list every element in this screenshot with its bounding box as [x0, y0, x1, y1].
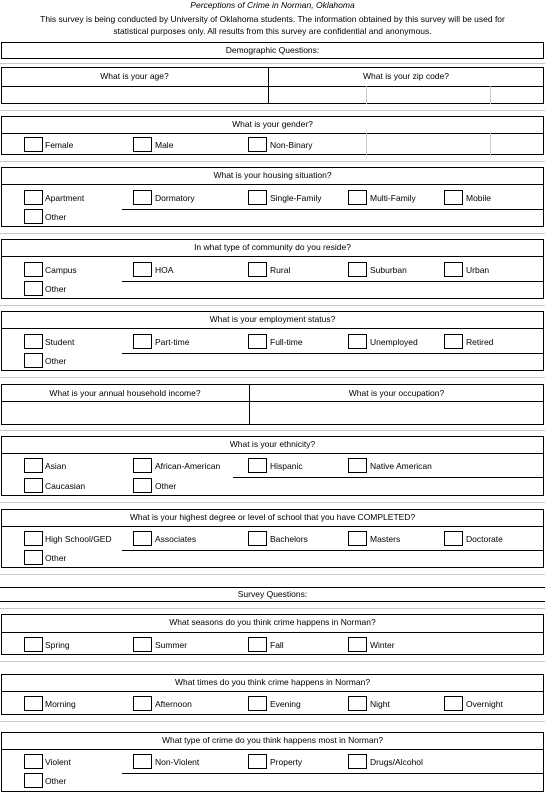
time-afternoon-label: Afternoon [155, 699, 192, 709]
ethnicity-african-american-label: African-American [155, 461, 221, 471]
employment-part-time-label: Part-time [155, 337, 190, 347]
education-other-label: Other [45, 553, 67, 563]
ethnicity-caucasian-label: Caucasian [45, 481, 86, 491]
time-morning-checkbox[interactable] [24, 696, 43, 711]
employment-other-input[interactable] [124, 355, 542, 368]
education-doctorate-label: Doctorate [466, 534, 503, 544]
gender-female-checkbox[interactable] [24, 137, 43, 152]
time-night-label: Night [370, 699, 390, 709]
crime-violent-label: Violent [45, 757, 71, 767]
employment-retired-label: Retired [466, 337, 494, 347]
age-question: What is your age? [100, 71, 169, 81]
ethnicity-other-checkbox[interactable] [133, 478, 152, 493]
time-afternoon-checkbox[interactable] [133, 696, 152, 711]
education-question: What is your highest degree or level of school that you have COMPLETED? [129, 512, 416, 522]
season-fall-checkbox[interactable] [248, 637, 267, 652]
community-hoa-label: HOA [155, 265, 174, 275]
housing-dormatory-label: Dormatory [155, 193, 195, 203]
crime-violent-checkbox[interactable] [24, 754, 43, 769]
intro-line-1: This survey is being conducted by University of Oklahoma students. The information obtained by this survey will be used for [40, 14, 505, 24]
education-masters-label: Masters [370, 534, 401, 544]
time-evening-label: Evening [270, 699, 301, 709]
community-other-input[interactable] [124, 283, 542, 296]
crime-type-question: What type of crime do you think happens most in Norman? [161, 735, 384, 745]
community-question: In what type of community do you reside? [194, 242, 351, 252]
times-question: What times do you think crime happens in Norman? [174, 677, 371, 687]
survey-header: Survey Questions: [237, 589, 308, 599]
education-high-school-checkbox[interactable] [24, 531, 43, 546]
time-overnight-label: Overnight [466, 699, 503, 709]
ethnicity-hispanic-checkbox[interactable] [248, 458, 267, 473]
gender-nonbinary-label: Non-Binary [270, 140, 313, 150]
ethnicity-african-american-checkbox[interactable] [133, 458, 152, 473]
income-input[interactable] [4, 403, 246, 422]
employment-full-time-checkbox[interactable] [248, 334, 267, 349]
zip-input[interactable] [271, 88, 541, 102]
community-urban-label: Urban [466, 265, 490, 275]
season-summer-checkbox[interactable] [133, 637, 152, 652]
employment-student-checkbox[interactable] [24, 334, 43, 349]
housing-single-family-label: Single-Family [270, 193, 322, 203]
income-question: What is your annual household income? [49, 388, 201, 398]
gender-question: What is your gender? [232, 119, 313, 129]
ethnicity-caucasian-checkbox[interactable] [24, 478, 43, 493]
seasons-question: What seasons do you think crime happens in Norman? [169, 617, 376, 627]
survey-title: Perceptions of Crime in Norman, Oklahoma [190, 0, 355, 10]
housing-other-input[interactable] [124, 211, 542, 224]
season-winter-label: Winter [370, 640, 395, 650]
employment-other-checkbox[interactable] [24, 353, 43, 368]
ethnicity-other-label: Other [155, 481, 177, 491]
housing-multi-family-checkbox[interactable] [348, 190, 367, 205]
education-high-school-label: High School/GED [45, 534, 112, 544]
season-spring-label: Spring [45, 640, 70, 650]
season-fall-label: Fall [270, 640, 284, 650]
ethnicity-other-input[interactable] [236, 479, 542, 493]
community-rural-label: Rural [270, 265, 291, 275]
time-evening-checkbox[interactable] [248, 696, 267, 711]
zip-question: What is your zip code? [363, 71, 449, 81]
education-associates-checkbox[interactable] [133, 531, 152, 546]
ethnicity-asian-label: Asian [45, 461, 67, 471]
crime-other-input[interactable] [124, 775, 542, 789]
gender-male-checkbox[interactable] [133, 137, 152, 152]
crime-other-checkbox[interactable] [24, 773, 43, 788]
employment-retired-checkbox[interactable] [444, 334, 463, 349]
education-doctorate-checkbox[interactable] [444, 531, 463, 546]
housing-other-checkbox[interactable] [24, 209, 43, 224]
ethnicity-hispanic-label: Hispanic [270, 461, 303, 471]
community-rural-checkbox[interactable] [248, 262, 267, 277]
employment-part-time-checkbox[interactable] [133, 334, 152, 349]
employment-student-label: Student [45, 337, 75, 347]
season-winter-checkbox[interactable] [348, 637, 367, 652]
ethnicity-asian-checkbox[interactable] [24, 458, 43, 473]
employment-unemployed-label: Unemployed [370, 337, 418, 347]
demographic-header: Demographic Questions: [225, 45, 320, 55]
housing-question: What is your housing situation? [213, 170, 332, 180]
education-bachelors-checkbox[interactable] [248, 531, 267, 546]
community-suburban-checkbox[interactable] [348, 262, 367, 277]
gender-female-label: Female [45, 140, 74, 150]
housing-mobile-checkbox[interactable] [444, 190, 463, 205]
intro-line-2: statistical purposes only. All results from this survey are confidential and anonymous. [113, 26, 432, 36]
crime-drugs-alcohol-checkbox[interactable] [348, 754, 367, 769]
housing-multi-family-label: Multi-Family [370, 193, 416, 203]
crime-property-checkbox[interactable] [248, 754, 267, 769]
time-night-checkbox[interactable] [348, 696, 367, 711]
time-morning-label: Morning [45, 699, 76, 709]
community-suburban-label: Suburban [370, 265, 407, 275]
season-spring-checkbox[interactable] [24, 637, 43, 652]
housing-single-family-checkbox[interactable] [248, 190, 267, 205]
time-overnight-checkbox[interactable] [444, 696, 463, 711]
education-other-input[interactable] [124, 552, 542, 565]
occupation-input[interactable] [252, 403, 541, 422]
community-hoa-checkbox[interactable] [133, 262, 152, 277]
age-input[interactable] [4, 88, 265, 102]
gender-nonbinary-checkbox[interactable] [248, 137, 267, 152]
education-other-checkbox[interactable] [24, 550, 43, 565]
ethnicity-native-american-label: Native American [370, 461, 432, 471]
housing-dormatory-checkbox[interactable] [133, 190, 152, 205]
crime-drugs-alcohol-label: Drugs/Alcohol [370, 757, 423, 767]
education-masters-checkbox[interactable] [348, 531, 367, 546]
employment-other-label: Other [45, 356, 67, 366]
crime-other-label: Other [45, 776, 67, 786]
employment-unemployed-checkbox[interactable] [348, 334, 367, 349]
community-urban-checkbox[interactable] [444, 262, 463, 277]
housing-mobile-label: Mobile [466, 193, 492, 203]
employment-full-time-label: Full-time [270, 337, 303, 347]
employment-question: What is your employment status? [209, 314, 336, 324]
housing-apartment-label: Apartment [45, 193, 85, 203]
housing-apartment-checkbox[interactable] [24, 190, 43, 205]
community-other-label: Other [45, 284, 67, 294]
community-other-checkbox[interactable] [24, 281, 43, 296]
housing-other-label: Other [45, 212, 67, 222]
ethnicity-question: What is your ethnicity? [229, 439, 316, 449]
occupation-question: What is your occupation? [348, 388, 445, 398]
education-bachelors-label: Bachelors [270, 534, 308, 544]
crime-property-label: Property [270, 757, 303, 767]
crime-non-violent-checkbox[interactable] [133, 754, 152, 769]
crime-non-violent-label: Non-Violent [155, 757, 200, 767]
ethnicity-native-american-checkbox[interactable] [348, 458, 367, 473]
gender-male-label: Male [155, 140, 174, 150]
community-campus-label: Campus [45, 265, 77, 275]
community-campus-checkbox[interactable] [24, 262, 43, 277]
season-summer-label: Summer [155, 640, 188, 650]
education-associates-label: Associates [155, 534, 197, 544]
